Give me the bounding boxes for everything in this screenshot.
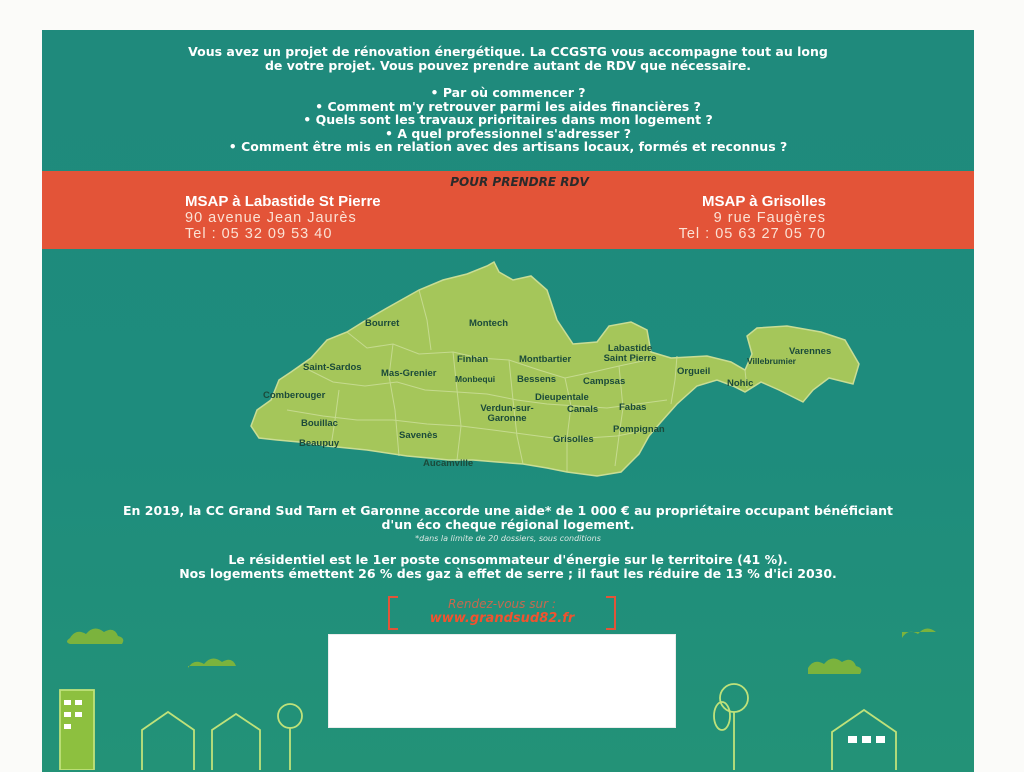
website-link[interactable]: www.grandsud82.fr <box>429 611 575 626</box>
intro-section <box>42 45 974 154</box>
rdv-banner <box>42 171 974 249</box>
territory-map <box>247 260 867 480</box>
office-phone: Tel : 05 32 09 53 40 <box>185 226 333 242</box>
map-label: Labastide Saint Pierre <box>603 343 657 364</box>
map-label: Mas-Grenier <box>381 368 437 379</box>
map-label: Bourret <box>365 318 400 329</box>
question-item: • Comment être mis en relation avec des artisans locaux, formés et reconnus ? <box>42 140 974 154</box>
office-grisolles <box>679 193 826 242</box>
aid-footnote: *dans la limite de 20 dossiers, sous conditions <box>415 534 601 543</box>
map-label: Bouillac <box>301 418 338 429</box>
intro-text: Vous avez un projet de rénovation énergétique. La CCGSTG vous accompagne tout au long de votre projet. Vous pouvez prendre autant de RDV que nécessaire. <box>188 44 828 73</box>
map-label: Canals <box>567 404 599 415</box>
question-list <box>42 86 974 154</box>
map-label: Monbequi <box>455 374 496 384</box>
map-label: Montbartier <box>519 354 572 365</box>
map-label: Verdun-sur-Garonne <box>480 403 534 424</box>
map-label: Dieupentale <box>535 392 589 403</box>
website-label: Rendez-vous sur : <box>448 597 556 611</box>
office-labastide <box>185 193 381 242</box>
map-labels <box>247 260 867 480</box>
question-item: • Quels sont les travaux prioritaires dans mon logement ? <box>42 113 974 127</box>
map-label: Finhan <box>457 354 489 365</box>
office-phone: Tel : 05 63 27 05 70 <box>678 226 826 242</box>
stat-residential: Le résidentiel est le 1er poste consommateur d'énergie sur le territoire (41 %). <box>228 552 788 567</box>
question-item: • Comment m'y retrouver parmi les aides financières ? <box>42 100 974 114</box>
map-label: Savenès <box>399 430 438 441</box>
map-label: Bessens <box>517 374 557 385</box>
question-item: • A quel professionnel s'adresser ? <box>42 127 974 141</box>
map-label: Nohic <box>727 378 754 389</box>
office-address: 90 avenue Jean Jaurès <box>185 210 357 226</box>
map-label: Villebrumier <box>747 356 796 366</box>
map-label: Montech <box>469 318 509 329</box>
map-label: Fabas <box>619 402 647 413</box>
map-label: Beaupuy <box>299 438 340 449</box>
map-label: Aucamville <box>423 458 474 469</box>
office-address: 9 rue Faugères <box>713 210 826 226</box>
map-label: Orgueil <box>677 366 711 377</box>
question-item: • Par où commencer ? <box>42 86 974 100</box>
map-label: Varennes <box>789 346 832 357</box>
rdv-title: POUR PRENDRE RDV <box>450 175 589 189</box>
map-label: Campsas <box>583 376 626 387</box>
flyer-page <box>42 30 974 772</box>
map-label: Pompignan <box>613 424 665 435</box>
village-illustration <box>42 620 974 770</box>
office-name: MSAP à Labastide St Pierre <box>185 193 381 210</box>
map-label: Comberouger <box>263 390 326 401</box>
stat-emissions: Nos logements émettent 26 % des gaz à effet de serre ; il faut les réduire de 13 % d'ici 2030. <box>179 566 837 581</box>
office-name: MSAP à Grisolles <box>702 193 826 210</box>
aid-text: En 2019, la CC Grand Sud Tarn et Garonne accorde une aide* de 1 000 € au propriétaire occupant bénéficiant d'un éco cheque régional logement. <box>122 503 894 532</box>
map-label: Saint-Sardos <box>303 362 362 373</box>
info-section <box>42 504 974 581</box>
map-label: Grisolles <box>553 434 594 445</box>
